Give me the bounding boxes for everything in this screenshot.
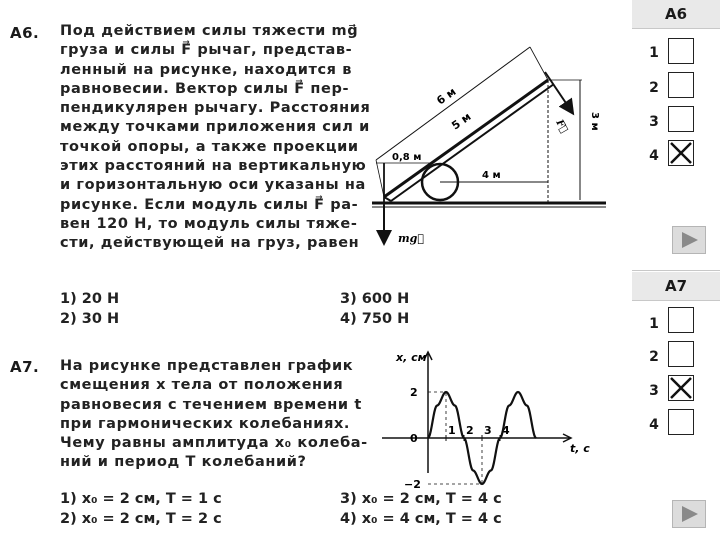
dimension-6m [376, 47, 530, 160]
answer-a7-4: 4) x₀ = 4 см, T = 4 с [340, 511, 502, 527]
label-0-8m: 0,8 м [392, 152, 422, 163]
question-a6-line: этих расстояний на вертикальную [60, 158, 367, 175]
label-mg: mg⃗ [398, 232, 424, 245]
answer-a6-1: 1) 20 Н [60, 291, 120, 307]
play-arrow-icon [673, 227, 705, 253]
sidebar-a6-title: А6 [632, 0, 720, 29]
question-a6-text [60, 22, 370, 254]
sidebar-a6-option-3-box[interactable] [668, 106, 694, 132]
chart-x-tick-label: 4 [502, 424, 510, 437]
question-a7-number: А7. [10, 358, 40, 376]
chart-y-label: x, см [396, 351, 427, 364]
sidebar-a7-option-1-box[interactable] [668, 307, 694, 333]
chart-x-tick-label: 1 [448, 424, 456, 437]
question-a6-line: сти, действующей на груз, равен [60, 235, 360, 252]
sidebar-a6-option-label: 2 [649, 80, 659, 96]
answer-a7-2: 2) x₀ = 2 см, T = 2 с [60, 511, 222, 527]
sidebar-a6-option-label: 3 [649, 114, 659, 130]
question-a6-line: ленный на рисунке, находится в [60, 61, 353, 78]
question-a6-line: вен 120 Н, то модуль силы тяже- [60, 215, 358, 232]
chart-y-tick-label: 0 [410, 432, 418, 445]
sidebar-a7-option-label: 4 [649, 417, 659, 433]
force-f-arrow [545, 72, 572, 112]
answer-a6-3: 3) 600 Н [340, 291, 410, 307]
label-f: F⃗ [553, 118, 570, 135]
label-3m: 3 м [589, 112, 600, 131]
lever-bar [384, 80, 548, 197]
sidebar-a6-option-4-box[interactable] [668, 140, 694, 166]
checked-cross-icon [669, 376, 693, 400]
question-a6-line: рисунке. Если модуль силы F⃗ ра- [60, 196, 359, 213]
sidebar-a7-option-4-box[interactable] [668, 409, 694, 435]
label-4m: 4 м [482, 170, 501, 181]
label-5m: 5 м [449, 110, 474, 133]
question-a6-line: пендикулярен рычагу. Расстояния [60, 100, 371, 117]
chart-x-tick-label: 3 [484, 424, 492, 437]
chart-x-label: t, с [570, 442, 590, 455]
chart-y-tick-label: −2 [404, 478, 421, 491]
next-button-a6[interactable] [672, 226, 706, 254]
question-a7-line: Чему равны амплитуда x₀ колеба- [60, 435, 368, 452]
question-a7-line: равновесия с течением времени t [60, 396, 362, 413]
question-a7-line: На рисунке представлен график [60, 358, 354, 374]
label-6m: 6 м [434, 85, 459, 108]
question-a6-line: и горизонтальную оси указаны на [60, 177, 366, 194]
question-a6-number: А6. [10, 24, 40, 42]
answer-a6-2: 2) 30 Н [60, 311, 120, 327]
sidebar-a6-option-label: 1 [649, 45, 659, 61]
sidebar-a6-option-1-box[interactable] [668, 38, 694, 64]
chart-x-tick-label: 2 [466, 424, 474, 437]
sidebar-divider [632, 270, 720, 271]
question-a6-line: равновесии. Вектор силы F⃗ пер- [60, 80, 350, 97]
play-arrow-icon [673, 501, 705, 527]
question-a7-text [60, 357, 368, 473]
next-button-a7[interactable] [672, 500, 706, 528]
question-a6-line: точкой опоры, а также проекции [60, 138, 359, 155]
sidebar-a7-option-label: 1 [649, 316, 659, 332]
sidebar-a7-option-3-box[interactable] [668, 375, 694, 401]
answer-a7-1: 1) x₀ = 2 см, T = 1 с [60, 491, 222, 507]
question-a6-line: Под действием силы тяжести mg⃗ [60, 23, 359, 39]
question-a6-line: груза и силы F⃗ рычаг, представ- [60, 42, 353, 59]
lever-figure [355, 30, 625, 255]
sidebar-a7-option-label: 3 [649, 383, 659, 399]
question-a7-line: смещения x тела от положения [60, 377, 344, 394]
displacement-chart [360, 345, 610, 491]
answer-a7-3: 3) x₀ = 2 см, T = 4 с [340, 491, 502, 507]
chart-y-tick-label: 2 [410, 386, 418, 399]
answer-a6-4: 4) 750 Н [340, 311, 410, 327]
checked-cross-icon [669, 141, 693, 165]
question-a6-line: между точками приложения сил и [60, 119, 370, 136]
question-a7-line: ний и период T колебаний? [60, 454, 307, 471]
sidebar-a7-option-2-box[interactable] [668, 341, 694, 367]
sidebar-a7-option-label: 2 [649, 349, 659, 365]
sidebar-a6-option-2-box[interactable] [668, 72, 694, 98]
question-a7-line: при гармонических колебаниях. [60, 415, 351, 432]
sidebar-a7-title: А7 [632, 272, 720, 301]
sidebar-a6-option-label: 4 [649, 148, 659, 164]
